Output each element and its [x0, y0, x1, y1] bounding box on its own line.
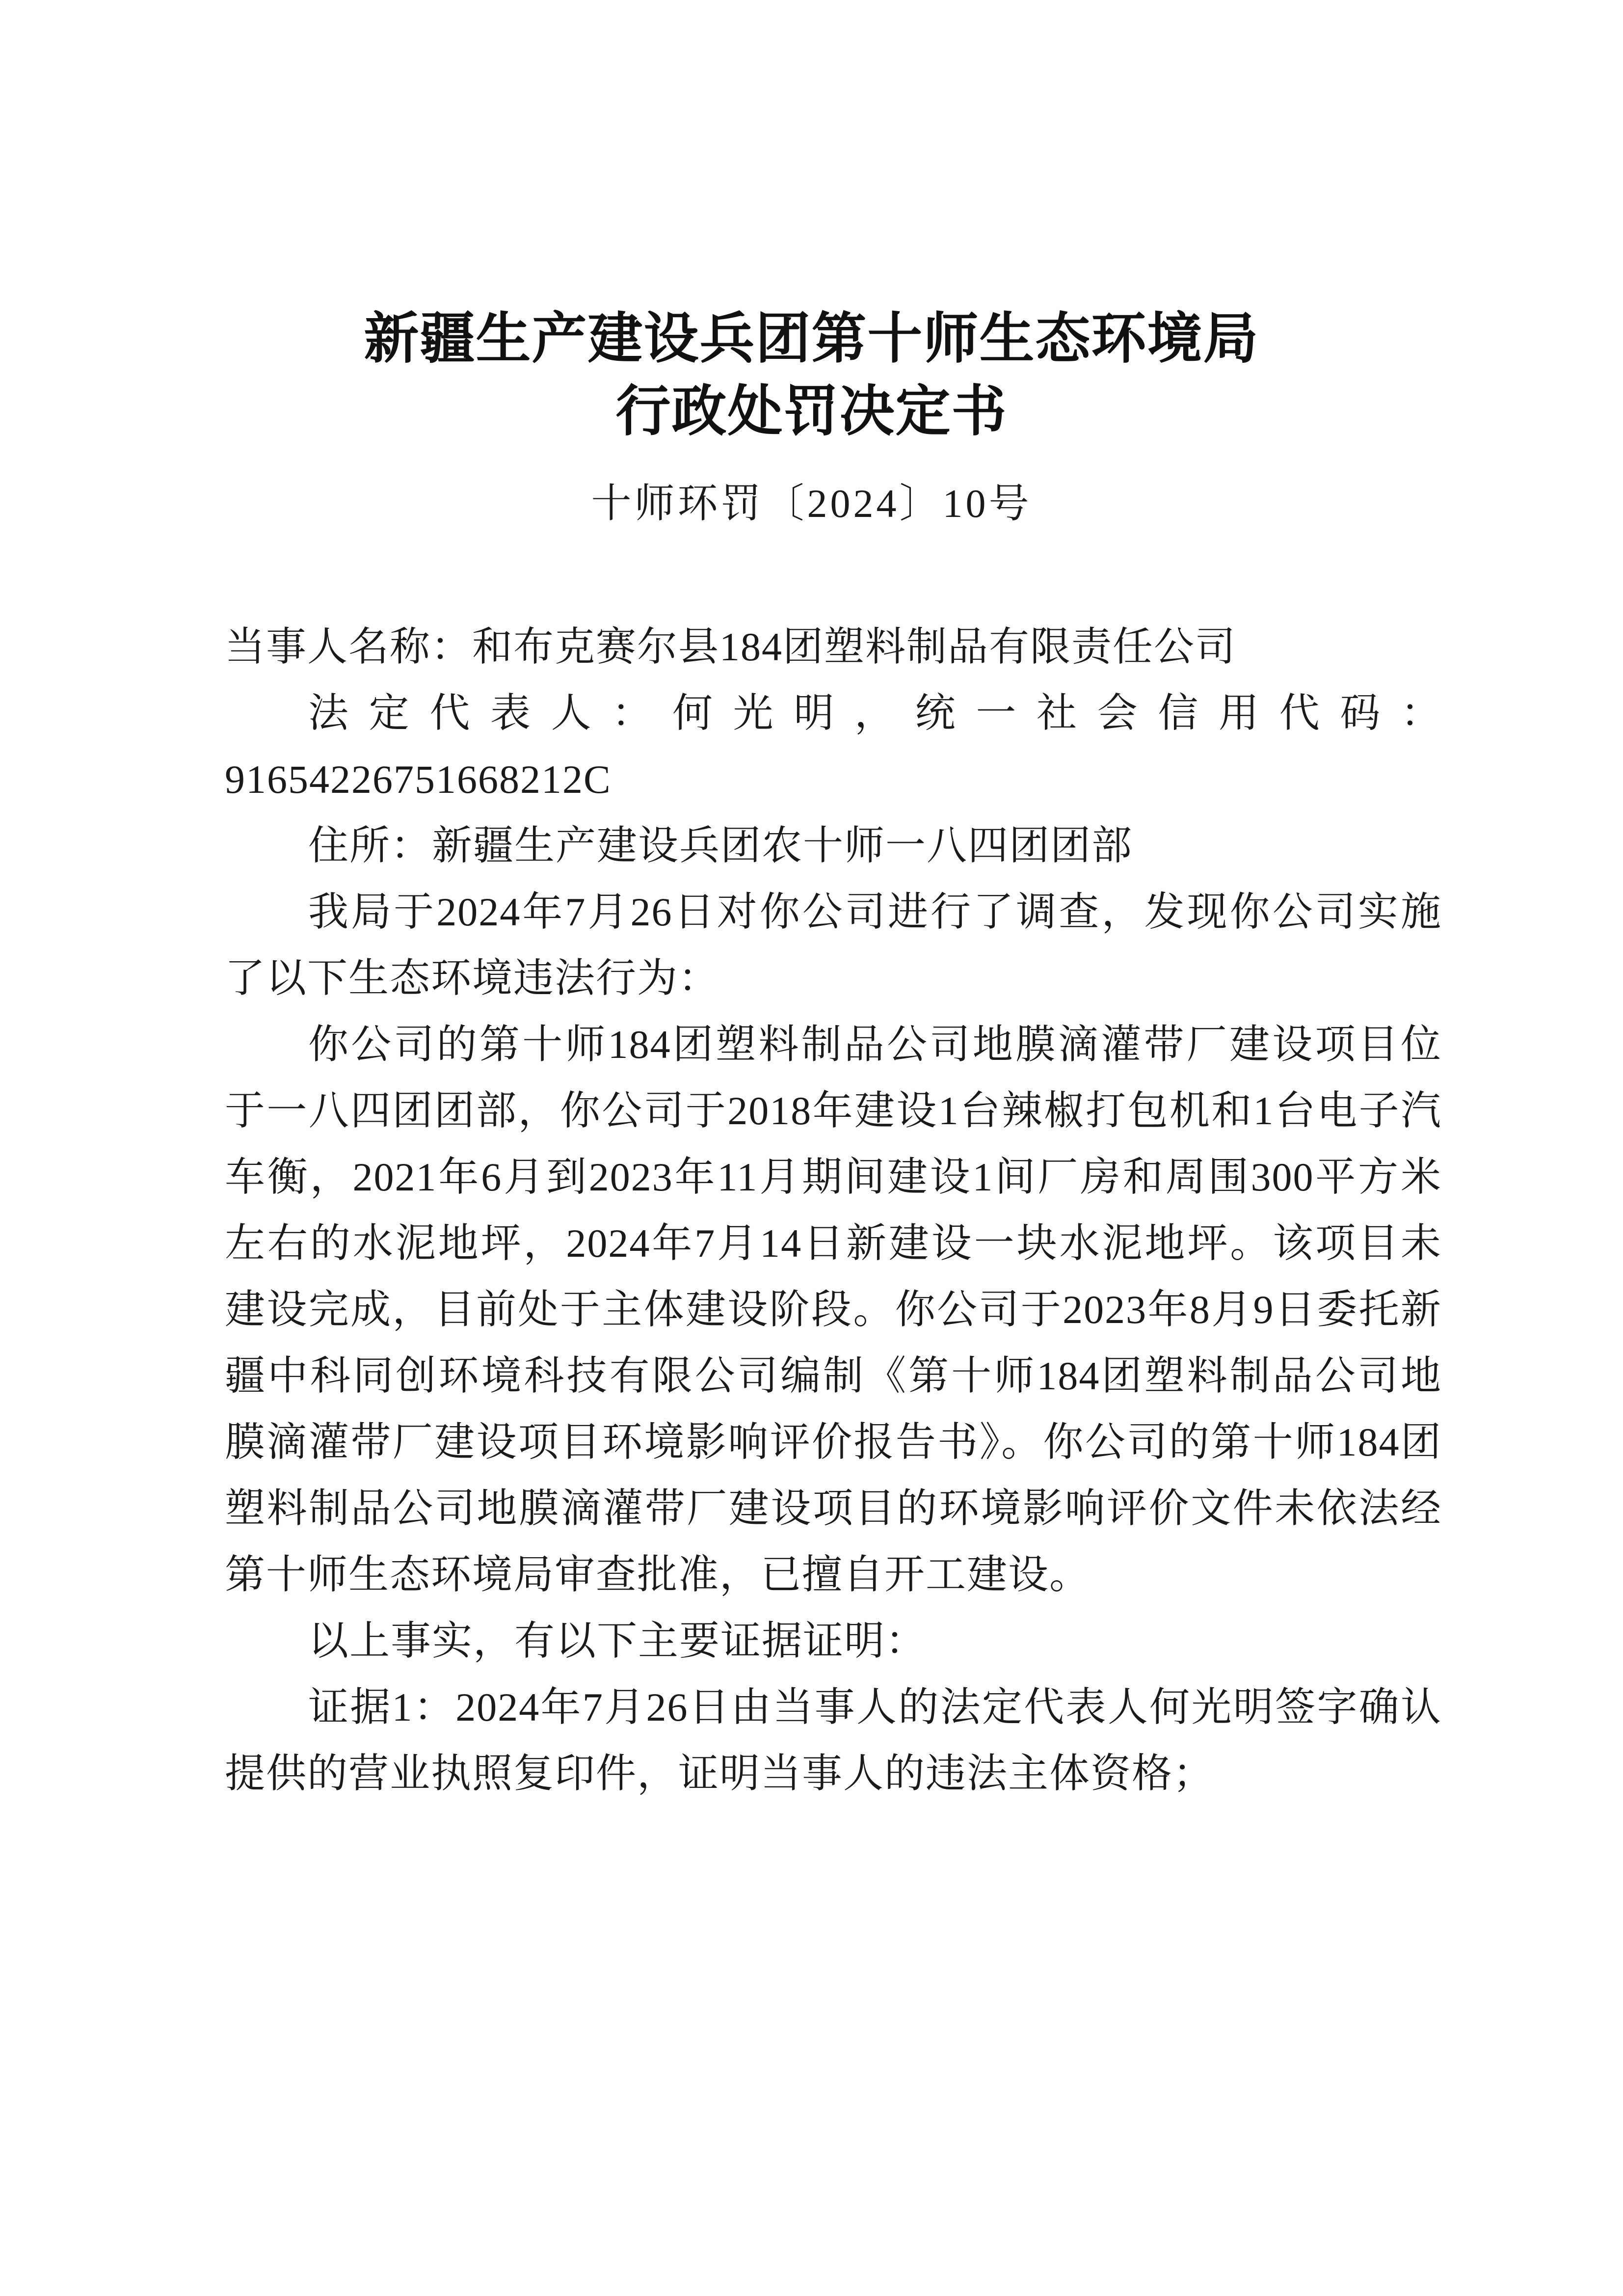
document-title-line1: 新疆生产建设兵团第十师生态环境局 — [364, 306, 1259, 371]
party-name-paragraph: 当事人名称：和布克赛尔县184团塑料制品有限责任公司 — [225, 624, 1237, 669]
investigation-paragraph: 我局于2024年7月26日对你公司进行了调查，发现你公司实施了以下生态环境违法行为： — [225, 890, 1442, 1000]
document-number: 十师环罚〔2024〕10号 — [591, 481, 1032, 526]
address-paragraph: 住所：新疆生产建设兵团农十师一八四团团部 — [308, 823, 1133, 868]
document-body — [225, 614, 1442, 1807]
evidence-1-paragraph: 证据1：2024年7月26日由当事人的法定代表人何光明签字确认提供的营业执照复印件，证明当事人的违法主体资格； — [225, 1685, 1442, 1796]
document-title-line2: 行政处罚决定书 — [615, 379, 1008, 443]
legal-representative-paragraph: 法定代表人：何光明，统一社会信用代码：91654226751668212C — [225, 691, 1442, 802]
violation-facts-paragraph: 你公司的第十师184团塑料制品公司地膜滴灌带厂建设项目位于一八四团团部，你公司于2018年建设1台辣椒打包机和1台电子汽车衡，2021年6月到2023年11月期间建设1间厂房和周围300平方米左右的水泥地坪，2024年7月14日新建设一块水泥地坪。该项目未建设完成，目前处于主体建设阶段。你公司于2023年8月9日委托新疆中科同创环境科技有限公司编制《第十师184团塑料制品公司地膜滴灌带厂建设项目环境影响评价报告书》。你公司的第十师184团塑料制品公司地膜滴灌带厂建设项目的环境影响评价文件未依法经第十师生态环境局审查批准，已擅自开工建设。 — [225, 1022, 1442, 1597]
evidence-intro-paragraph: 以上事实，有以下主要证据证明： — [308, 1619, 927, 1663]
